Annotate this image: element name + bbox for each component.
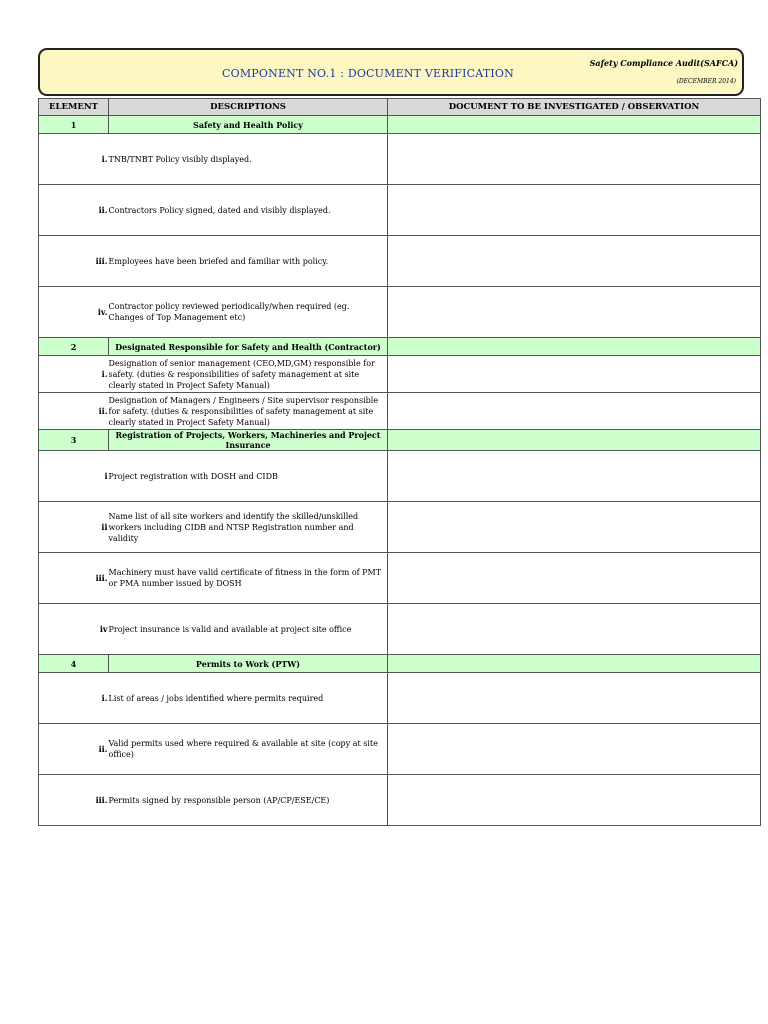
table-row	[39, 502, 761, 553]
item-number: ii.	[98, 405, 108, 416]
table-row	[39, 185, 761, 236]
item-text: Designation of senior management (CEO,MD,GM) responsible for safety. (duties & responsibilities of safety management at site clearly stated in Project Safety Manual)	[108, 358, 375, 390]
section-row	[39, 655, 761, 673]
item-number: ii	[101, 521, 108, 532]
verification-table	[38, 98, 761, 826]
description-cell	[101, 356, 388, 393]
item-number: iii.	[95, 255, 108, 266]
observation-cell[interactable]	[388, 116, 761, 134]
table-row	[39, 673, 761, 724]
item-number: iv	[99, 623, 108, 634]
table-row	[39, 236, 761, 287]
description-cell	[95, 775, 388, 826]
item-number: iv.	[97, 306, 108, 317]
observation-cell[interactable]	[388, 553, 761, 604]
section-title: Registration of Projects, Workers, Machineries and Project Insurance	[109, 430, 388, 451]
column-header-descriptions: DESCRIPTIONS	[109, 99, 388, 116]
description-cell	[98, 393, 388, 430]
table-row	[39, 287, 761, 338]
item-text: Contractors Policy signed, dated and visibly displayed.	[108, 205, 331, 215]
item-number: i.	[101, 692, 108, 703]
description-cell	[98, 724, 388, 775]
observation-cell[interactable]	[388, 775, 761, 826]
item-number: ii.	[98, 743, 108, 754]
item-number: ii.	[98, 204, 108, 215]
description-cell	[99, 604, 388, 655]
item-text: TNB/TNBT Policy visibly displayed.	[108, 154, 252, 164]
table-row	[39, 356, 761, 393]
section-title: Safety and Health Policy	[109, 116, 388, 134]
observation-cell[interactable]	[388, 287, 761, 338]
table-row	[39, 553, 761, 604]
item-text: List of areas / jobs identified where permits required	[108, 693, 324, 703]
observation-cell[interactable]	[388, 430, 761, 451]
table-row	[39, 393, 761, 430]
description-cell	[97, 287, 388, 338]
item-text: Permits signed by responsible person (AP/CP/ESE/CE)	[108, 795, 330, 805]
table-row	[39, 451, 761, 502]
observation-cell[interactable]	[388, 502, 761, 553]
item-text: Machinery must have valid certificate of fitness in the form of PMT or PMA number issued by DOSH	[108, 568, 382, 588]
item-text: Contractor policy reviewed periodically/when required (eg. Changes of Top Management etc)	[108, 302, 350, 322]
column-header-element: ELEMENT	[39, 99, 109, 116]
table-row	[39, 775, 761, 826]
item-text: Name list of all site workers and identify the skilled/unskilled workers including CIDB and NTSP Registration number and validity	[108, 511, 359, 543]
description-cell	[101, 502, 388, 553]
header-box	[38, 48, 744, 96]
observation-cell[interactable]	[388, 604, 761, 655]
item-text: Valid permits used where required & available at site (copy at site office)	[108, 739, 378, 759]
observation-cell[interactable]	[388, 356, 761, 393]
item-number: i	[104, 470, 108, 481]
audit-name: Safety Compliance Audit(SAFCA)	[589, 58, 738, 68]
observation-cell[interactable]	[388, 655, 761, 673]
section-number: 1	[39, 116, 109, 134]
table-row	[39, 134, 761, 185]
observation-cell[interactable]	[388, 338, 761, 356]
item-text: Project registration with DOSH and CIDB	[108, 471, 278, 481]
item-number: iii.	[95, 572, 108, 583]
section-number: 2	[39, 338, 109, 356]
observation-cell[interactable]	[388, 451, 761, 502]
section-number: 4	[39, 655, 109, 673]
observation-cell[interactable]	[388, 393, 761, 430]
section-row	[39, 338, 761, 356]
item-number: i.	[101, 368, 108, 379]
description-cell	[104, 451, 388, 502]
table-header-row	[39, 99, 761, 116]
item-text: Designation of Managers / Engineers / Site supervisor responsible for safety. (duties & responsibilities of safety management at site clearly stated in Project Safety Manual)	[108, 395, 379, 427]
item-text: Employees have been briefed and familiar with policy.	[108, 256, 329, 266]
description-cell	[98, 185, 388, 236]
description-cell	[95, 553, 388, 604]
item-number: i.	[101, 153, 108, 164]
observation-cell[interactable]	[388, 134, 761, 185]
description-cell	[101, 673, 388, 724]
item-number: iii.	[95, 794, 108, 805]
item-text: Project insurance is valid and available at project site office	[108, 624, 352, 634]
section-title: Permits to Work (PTW)	[109, 655, 388, 673]
description-cell	[95, 236, 388, 287]
page-title: COMPONENT NO.1 : DOCUMENT VERIFICATION	[222, 67, 514, 80]
observation-cell[interactable]	[388, 185, 761, 236]
column-header-observation: DOCUMENT TO BE INVESTIGATED / OBSERVATION	[388, 99, 761, 116]
observation-cell[interactable]	[388, 236, 761, 287]
description-cell	[101, 134, 388, 185]
table-row	[39, 604, 761, 655]
section-row	[39, 430, 761, 451]
observation-cell[interactable]	[388, 724, 761, 775]
section-row	[39, 116, 761, 134]
section-title: Designated Responsible for Safety and Health (Contractor)	[109, 338, 388, 356]
table-row	[39, 724, 761, 775]
audit-date: (DECEMBER 2014)	[676, 78, 736, 85]
observation-cell[interactable]	[388, 673, 761, 724]
section-number: 3	[39, 430, 109, 451]
